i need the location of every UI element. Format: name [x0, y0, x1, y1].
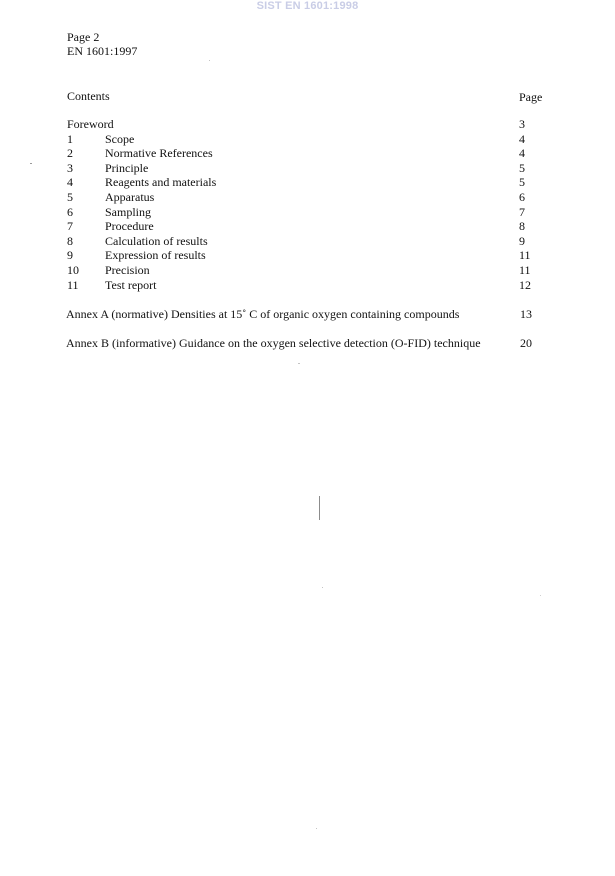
standard-reference: EN 1601:1997 — [67, 44, 138, 58]
toc-page: 12 — [519, 277, 531, 292]
toc-annex-b[interactable]: Annex B (informative) Guidance on the oxygen selective detection (O-FID) technique — [66, 336, 481, 350]
toc-title: Reagents and materials — [105, 175, 217, 190]
toc-row-1[interactable] — [67, 132, 537, 147]
toc-page: 11 — [519, 262, 531, 277]
toc-row-5[interactable] — [67, 190, 537, 205]
toc-row-7[interactable] — [67, 219, 537, 234]
toc-number: 7 — [67, 219, 73, 234]
toc-title: Test report — [105, 277, 157, 292]
scan-speck — [316, 828, 317, 829]
toc-title: Scope — [105, 131, 135, 146]
toc-row-4[interactable] — [67, 175, 537, 190]
toc-number: 6 — [67, 204, 73, 219]
toc-page: 3 — [519, 117, 525, 131]
toc-title: Principle — [105, 160, 149, 175]
page-number-label: Page 2 — [67, 30, 100, 44]
scan-speck — [319, 496, 320, 520]
toc-page: 9 — [519, 233, 525, 248]
toc-title: Foreword — [67, 117, 114, 131]
toc-row-10[interactable] — [67, 263, 537, 278]
toc-page: 6 — [519, 189, 525, 204]
toc-annex-a[interactable]: Annex A (normative) Densities at 15˚ C of organic oxygen containing compounds — [66, 307, 460, 321]
scan-speck — [209, 60, 210, 61]
toc-number: 5 — [67, 189, 73, 204]
toc-page: 5 — [519, 175, 525, 190]
toc-number: 1 — [67, 131, 73, 146]
toc-number: 11 — [67, 277, 79, 292]
toc-page: 7 — [519, 204, 525, 219]
toc-row-9[interactable] — [67, 248, 537, 263]
toc-row-6[interactable] — [67, 205, 537, 220]
toc-number: 9 — [67, 248, 73, 263]
scan-speck — [322, 587, 323, 588]
toc-title: Expression of results — [105, 248, 206, 263]
watermark: SIST EN 1601:1998 — [256, 0, 359, 12]
toc-page: 11 — [519, 248, 531, 263]
toc-row-2[interactable] — [67, 146, 537, 161]
toc-row-11[interactable] — [67, 278, 537, 293]
toc-number: 4 — [67, 175, 73, 190]
toc-number: 3 — [67, 160, 73, 175]
toc-number: 2 — [67, 146, 73, 161]
toc-title: Normative References — [105, 146, 213, 161]
toc-number: 10 — [67, 262, 79, 277]
toc-row-8[interactable] — [67, 234, 537, 249]
scan-speck — [540, 595, 541, 596]
scan-speck — [298, 363, 300, 364]
toc-row-3[interactable] — [67, 161, 537, 176]
page-column-heading: Page — [519, 90, 543, 104]
scan-speck — [30, 163, 32, 164]
table-of-contents — [67, 117, 537, 292]
toc-row-foreword[interactable] — [67, 117, 537, 132]
toc-page: 8 — [519, 219, 525, 234]
contents-heading: Contents — [67, 89, 110, 103]
toc-title: Calculation of results — [105, 233, 208, 248]
toc-title: Apparatus — [105, 189, 155, 204]
toc-page: 4 — [519, 131, 525, 146]
toc-title: Procedure — [105, 219, 154, 234]
toc-title: Sampling — [105, 204, 152, 219]
toc-page: 4 — [519, 146, 525, 161]
toc-page: 5 — [519, 160, 525, 175]
toc-annex-b-page: 20 — [520, 336, 532, 350]
toc-annex-a-page: 13 — [520, 307, 532, 321]
toc-title: Precision — [105, 262, 150, 277]
toc-number: 8 — [67, 233, 73, 248]
